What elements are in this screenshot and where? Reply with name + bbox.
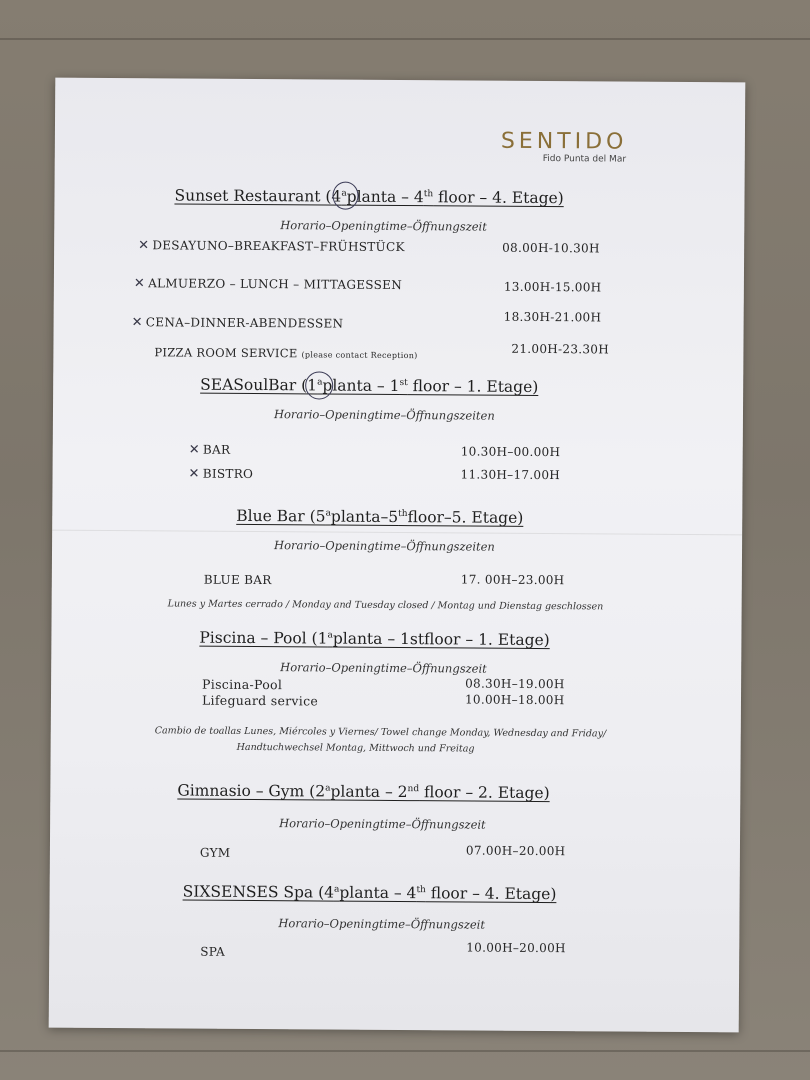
pen-circle (332, 182, 358, 210)
list-item: ✕ CENA–DINNER-ABENDESSEN (131, 315, 344, 331)
cross-mark-icon: ✕ (188, 442, 200, 458)
time-value: 08.30H–19.00H (465, 676, 565, 692)
pen-circle (305, 371, 333, 399)
list-item: ✕ ALMUERZO – LUNCH – MITTAGESSEN (133, 276, 403, 293)
time-value: 18.30H-21.00H (503, 309, 602, 325)
cross-mark-icon: ✕ (188, 466, 200, 482)
spa-heading: SIXSENSES Spa (4$^a$planta – 4th floor – 4. Etage) (182, 882, 557, 904)
pool-heading: Piscina – Pool (1$^a$planta – 1stfloor – 1. Etage) (199, 628, 550, 650)
list-item: GYM (199, 845, 231, 860)
time-value: 17. 00H–23.00H (460, 572, 565, 588)
time-value: 10.30H–00.00H (460, 444, 561, 460)
list-item: BLUE BAR (203, 572, 272, 588)
cross-mark-icon: ✕ (131, 315, 143, 331)
bluebar-hours-label: Horario–Openingtime–Öffnungszeiten (274, 538, 495, 554)
pool-note: Cambio de toallas Lunes, Miércoles y Viernes/ Towel change Monday, Wednesday and Friday/ (154, 725, 607, 740)
pool-hours-label: Horario–Openingtime–Öffnungszeit (280, 660, 487, 676)
list-item: PIZZA ROOM SERVICE (please contact Reception) (154, 345, 418, 361)
gym-hours-label: Horario–Openingtime–Öffnungszeit (279, 816, 486, 832)
sunset-hours-label: Horario–Openingtime–Öffnungszeit (280, 218, 487, 234)
pool-note: Handtuchwechsel Montag, Mittwoch und Freitag (236, 741, 475, 755)
seasoul-hours-label: Horario–Openingtime–Öffnungszeiten (273, 407, 495, 423)
seasoul-heading: SEASoulBar (1$^a$planta – 1st floor – 1. Etage) (200, 375, 539, 396)
bluebar-note: Lunes y Martes cerrado / Monday and Tuesday closed / Montag und Dienstag geschlossen (167, 598, 604, 613)
cross-mark-icon: ✕ (133, 276, 146, 292)
menu-sheet (49, 78, 746, 1033)
list-item: ✕ DESAYUNO–BREAKFAST–FRÜHSTÜCK (138, 238, 405, 255)
time-value: 11.30H–17.00H (460, 467, 561, 483)
list-item: Piscina-Pool (202, 676, 283, 693)
time-value: 07.00H–20.00H (465, 843, 566, 859)
gym-heading: Gimnasio – Gym (2$^a$planta – 2nd floor – 2. Etage) (177, 781, 550, 803)
time-value: 10.00H–20.00H (466, 940, 566, 956)
sunset-heading: Sunset Restaurant (4$^a$planta – 4th floor – 4. Etage) (174, 186, 564, 208)
time-value: 10.00H–18.00H (464, 692, 565, 708)
time-value: 13.00H-15.00H (503, 279, 602, 295)
list-item: Lifeguard service (201, 692, 319, 709)
list-item: ✕ BAR (188, 442, 231, 458)
cross-mark-icon: ✕ (138, 238, 150, 254)
brand-subtitle: Fido Punta del Mar (542, 154, 627, 165)
time-value: 21.00H-23.30H (511, 341, 610, 357)
list-item: ✕ BISTRO (188, 466, 254, 482)
list-item: SPA (200, 944, 226, 959)
time-value: 08.00H-10.30H (502, 240, 600, 256)
brand-logo: SENTIDO (500, 128, 628, 155)
spa-hours-label: Horario–Openingtime–Öffnungszeit (278, 916, 486, 932)
bluebar-heading: Blue Bar (5$^a$planta–5thfloor–5. Etage) (236, 506, 524, 527)
